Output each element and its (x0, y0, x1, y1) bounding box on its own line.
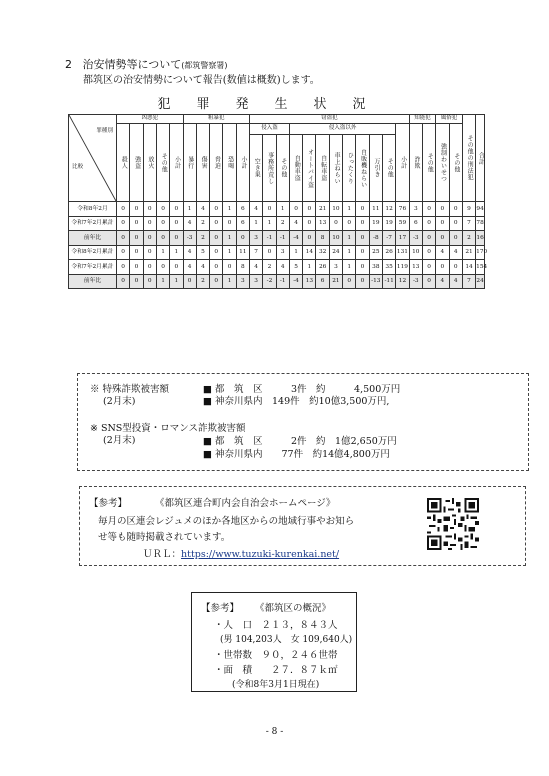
col-15: 自転車盗 (316, 135, 329, 202)
table-cell: -1 (263, 231, 276, 246)
table-cell: 0 (156, 260, 169, 275)
table-cell: 12 (396, 274, 409, 289)
table-cell: 1 (170, 245, 183, 260)
group-moral-crime: 風俗犯 (436, 115, 463, 124)
section-source: (都筑警察署) (181, 61, 228, 70)
table-cell: 119 (396, 260, 409, 275)
table-cell: 1 (263, 216, 276, 231)
col-17: ひったくり (343, 135, 356, 202)
col-4: 小計 (170, 124, 183, 202)
group-rough-crime: 粗暴犯 (183, 115, 250, 124)
table-cell: -3 (183, 231, 196, 246)
col-23: その他 (422, 124, 435, 202)
col-0: 殺人 (117, 124, 130, 202)
table-cell: 0 (436, 202, 449, 217)
row-label: 令和8年2月累計 (69, 245, 117, 260)
table-cell: 1 (223, 245, 236, 260)
table-cell: 9 (462, 202, 475, 217)
col-5: 暴行 (183, 124, 196, 202)
table-cell: 0 (130, 231, 143, 246)
table-cell: -11 (382, 274, 395, 289)
table-cell: 17 (396, 231, 409, 246)
table-cell: 4 (196, 260, 209, 275)
table-cell: -1 (276, 274, 289, 289)
table-cell: 0 (436, 216, 449, 231)
table-cell: 0 (143, 231, 156, 246)
table-cell: 0 (303, 231, 316, 246)
overview-gender-breakdown: (男 104,203人 女 109,640人) (220, 635, 353, 645)
col-25: その他 (449, 124, 462, 202)
table-cell: 0 (117, 260, 130, 275)
table-cell: 1 (343, 202, 356, 217)
table-cell: 0 (223, 216, 236, 231)
table-cell: 0 (143, 202, 156, 217)
table-cell: 3 (409, 202, 422, 217)
table-cell: 0 (156, 216, 169, 231)
table-cell: 0 (143, 245, 156, 260)
table-cell: 0 (117, 245, 130, 260)
homepage-link[interactable]: https://www.tuzuki-kurenkai.net/ (181, 549, 340, 560)
table-cell: 0 (449, 231, 462, 246)
col-total: 合計 (476, 115, 485, 202)
table-corner-cell (69, 115, 117, 202)
table-cell: 10 (409, 245, 422, 260)
table-cell: 6 (236, 216, 249, 231)
table-cell: 6 (409, 216, 422, 231)
table-cell: 131 (396, 245, 409, 260)
fraud-item2-period: (2月末) (103, 435, 136, 446)
subgroup-non-break-in: 侵入盗以外 (289, 124, 395, 135)
table-cell: -4 (289, 231, 302, 246)
fraud-item1-row1: ■ 都 筑 区 3件 約 4,500万円 (203, 384, 401, 395)
table-cell: 5 (289, 260, 302, 275)
table-cell: 2 (196, 216, 209, 231)
table-cell: 2 (196, 274, 209, 289)
table-cell: 0 (223, 260, 236, 275)
table-cell: 1 (343, 260, 356, 275)
overview-households: ・世帯数 ９０，２４６世帯 (214, 650, 338, 661)
table-row (69, 231, 485, 246)
table-cell: 7 (250, 245, 263, 260)
table-row (69, 260, 485, 275)
table-cell: 1 (303, 260, 316, 275)
table-cell: 3 (250, 274, 263, 289)
table-cell: 3 (276, 245, 289, 260)
table-cell: 0 (343, 274, 356, 289)
table-cell: 0 (422, 260, 435, 275)
table-cell: 0 (143, 274, 156, 289)
overview-title: 《都筑区の概況》 (255, 603, 332, 614)
table-cell: 0 (170, 260, 183, 275)
row-label: 前年比 (69, 274, 117, 289)
row-label: 令和8年2月 (69, 202, 117, 217)
table-cell: 14 (303, 245, 316, 260)
table-cell: -8 (369, 231, 382, 246)
col-3: その他 (156, 124, 169, 202)
col-1: 強盗 (130, 124, 143, 202)
table-cell: -3 (409, 231, 422, 246)
table-cell: 0 (356, 202, 369, 217)
col-22: 詐欺 (409, 124, 422, 202)
fraud-item1-row2: ■ 神奈川県内 149件 約10億3,500万円, (203, 396, 390, 407)
table-cell: 1 (250, 216, 263, 231)
table-cell: 21 (316, 202, 329, 217)
table-cell: 0 (130, 274, 143, 289)
table-cell: 11 (236, 245, 249, 260)
table-cell: 0 (263, 202, 276, 217)
table-cell: 2 (263, 260, 276, 275)
table-cell: 59 (396, 216, 409, 231)
fraud-item2-label: ※ SNS型投資・ロマンス詐欺被害額 (90, 423, 246, 434)
table-row (69, 274, 485, 289)
table-cell: 0 (422, 274, 435, 289)
subgroup-break-in: 侵入盗 (250, 124, 290, 135)
table-cell: 4 (289, 216, 302, 231)
table-row (69, 245, 485, 260)
table-cell: 0 (449, 260, 462, 275)
table-cell: -7 (382, 231, 395, 246)
table-cell: 1 (156, 274, 169, 289)
reference-body-line2: せ等も随時掲載されています。 (98, 532, 231, 543)
table-cell: 1 (170, 274, 183, 289)
fraud-item1-period: (2月末) (103, 396, 136, 407)
col-7: 脅迫 (210, 124, 223, 202)
table-cell: 25 (369, 245, 382, 260)
table-cell: 0 (263, 245, 276, 260)
overview-as-of-date: (令和8年3月1日現在) (232, 680, 320, 690)
table-cell: 0 (289, 202, 302, 217)
fraud-item2-row2: ■ 神奈川県内 77件 約14億4,800万円 (203, 449, 390, 460)
table-cell: 6 (236, 202, 249, 217)
table-cell: 4 (250, 202, 263, 217)
row-label: 令和7年2月累計 (69, 216, 117, 231)
table-cell: 4 (276, 260, 289, 275)
page-number: - 8 - (265, 727, 284, 737)
group-theft-crime: 窃盗犯 (250, 115, 410, 124)
table-cell: 170 (476, 245, 485, 260)
table-cell: 13 (303, 274, 316, 289)
table-cell: 0 (343, 216, 356, 231)
table-cell: 7 (462, 216, 475, 231)
col-10: 空き巣 (250, 135, 263, 202)
table-cell: -4 (289, 274, 302, 289)
table-cell: 19 (369, 216, 382, 231)
row-label: 前年比 (69, 231, 117, 246)
table-cell: 0 (170, 231, 183, 246)
fraud-item1-label: ※ 特殊詐欺被害額 (90, 384, 170, 395)
col-other-penal-code: その他の刑法犯 (462, 115, 475, 202)
table-cell: 4 (183, 245, 196, 260)
table-cell: 0 (329, 216, 342, 231)
table-cell: 0 (210, 245, 223, 260)
table-cell: 0 (436, 260, 449, 275)
table-cell: 76 (396, 202, 409, 217)
table-cell: 19 (382, 216, 395, 231)
table-cell: 8 (236, 260, 249, 275)
table-cell: 12 (382, 202, 395, 217)
table-cell: 5 (196, 245, 209, 260)
table-cell: 1 (156, 245, 169, 260)
table-cell: 4 (196, 202, 209, 217)
table-cell: 4 (436, 245, 449, 260)
table-cell: 2 (462, 231, 475, 246)
table-cell: 1 (276, 202, 289, 217)
overview-population: ・人 口 ２１３，８４３人 (214, 620, 338, 631)
col-14: オートバイ盗 (303, 135, 316, 202)
table-cell: 6 (316, 274, 329, 289)
reference-heading: 【参考】 (89, 498, 128, 509)
table-cell: 78 (476, 216, 485, 231)
col-24: 強制わいせつ (436, 124, 449, 202)
table-cell: 2 (196, 231, 209, 246)
table-cell: -13 (369, 274, 382, 289)
table-cell: 26 (382, 245, 395, 260)
table-cell: 0 (436, 231, 449, 246)
table-cell: 13 (316, 216, 329, 231)
table-cell: 4 (183, 216, 196, 231)
table-cell: 24 (476, 274, 485, 289)
table-cell: 35 (382, 260, 395, 275)
table-cell: 0 (130, 216, 143, 231)
col-21: 小計 (396, 124, 409, 202)
table-cell: 38 (369, 260, 382, 275)
table-cell: 0 (356, 216, 369, 231)
col-19: 万引き (369, 135, 382, 202)
table-cell: 0 (422, 231, 435, 246)
table-cell: 0 (356, 274, 369, 289)
table-cell: 16 (476, 231, 485, 246)
section-title: 治安情勢等について (82, 58, 182, 71)
corner-label-category: 罪種別 (96, 128, 113, 134)
table-cell: 32 (316, 245, 329, 260)
table-cell: 0 (422, 216, 435, 231)
table-row (69, 216, 485, 231)
table-cell: 0 (236, 231, 249, 246)
overview-area: ・面 積 ２７．８７ｋ㎡ (214, 665, 338, 676)
table-cell: 0 (356, 245, 369, 260)
table-cell: 4 (250, 260, 263, 275)
col-13: 自動車盗 (289, 135, 302, 202)
table-cell: 0 (117, 231, 130, 246)
table-cell: 0 (303, 202, 316, 217)
table-cell: 0 (422, 202, 435, 217)
table-cell: 0 (130, 245, 143, 260)
reference-title: 《都筑区連合町内会自治会ホームページ》 (155, 498, 336, 509)
url-label: ＵＲＬ： (143, 549, 182, 560)
table-cell: 0 (183, 274, 196, 289)
overview-heading: 【参考】 (201, 603, 240, 614)
table-cell: -2 (263, 274, 276, 289)
table-cell: 1 (289, 245, 302, 260)
table-cell: 3 (236, 274, 249, 289)
table-cell: 0 (156, 231, 169, 246)
table-cell: 13 (409, 260, 422, 275)
table-cell: 10 (329, 231, 342, 246)
crime-statistics-table (68, 114, 488, 289)
table-cell: 24 (329, 245, 342, 260)
table-cell: -3 (409, 274, 422, 289)
table-cell: 1 (183, 202, 196, 217)
table-cell: 4 (183, 260, 196, 275)
table-cell: 11 (369, 202, 382, 217)
table-cell: 0 (210, 231, 223, 246)
table-cell: 0 (210, 274, 223, 289)
corner-label-comparison: 比較 (72, 164, 84, 171)
table-cell: 14 (462, 260, 475, 275)
table-cell: 21 (462, 245, 475, 260)
reference-url-row (143, 546, 339, 560)
table-cell: 0 (130, 202, 143, 217)
table-cell: 0 (303, 216, 316, 231)
table-cell: 0 (422, 245, 435, 260)
table-cell: 0 (356, 231, 369, 246)
col-20: その他 (382, 135, 395, 202)
table-cell: 0 (170, 202, 183, 217)
table-cell: 0 (356, 260, 369, 275)
table-cell: 4 (449, 274, 462, 289)
table-cell: 3 (329, 260, 342, 275)
group-intellectual-crime: 知能犯 (409, 115, 436, 124)
table-cell: 0 (117, 274, 130, 289)
table-cell: 10 (329, 202, 342, 217)
table-title: 犯罪発生状況 (157, 97, 392, 112)
col-18: 自販機ねらい (356, 135, 369, 202)
table-cell: 3 (250, 231, 263, 246)
table-cell: 26 (316, 260, 329, 275)
row-label: 令和7年2月累計 (69, 260, 117, 275)
group-violent-crime: 凶悪犯 (117, 115, 184, 124)
table-cell: 0 (170, 216, 183, 231)
table-cell: 94 (476, 202, 485, 217)
col-16: 車上ねらい (329, 135, 342, 202)
table-cell: 1 (343, 245, 356, 260)
table-cell: 1 (343, 231, 356, 246)
table-cell: 8 (316, 231, 329, 246)
section-heading (65, 56, 228, 72)
table-cell: 0 (143, 216, 156, 231)
table-cell: 0 (143, 260, 156, 275)
table-cell: 1 (223, 202, 236, 217)
table-cell: 0 (156, 202, 169, 217)
fraud-item2-row1: ■ 都 筑 区 2件 約 1億2,650万円 (203, 436, 397, 447)
reference-body-line1: 毎月の区連会レジュメのほか各地区からの地域行事やお知ら (98, 516, 355, 527)
table-cell: 0 (210, 202, 223, 217)
section-intro: 都筑区の治安情勢について報告(数値は概数)します。 (83, 75, 320, 86)
table-cell: 0 (449, 202, 462, 217)
table-cell: 0 (117, 202, 130, 217)
table-cell: 4 (436, 274, 449, 289)
col-6: 傷害 (196, 124, 209, 202)
table-cell: 7 (462, 274, 475, 289)
col-11: 事務所荒し (263, 135, 276, 202)
table-cell: 0 (117, 216, 130, 231)
section-number: 2 (65, 58, 72, 71)
table-cell: 0 (130, 260, 143, 275)
table-cell: 1 (223, 274, 236, 289)
qr-code-icon (427, 498, 479, 550)
table-cell: 0 (449, 216, 462, 231)
table-cell: 4 (449, 245, 462, 260)
table-cell: 0 (210, 216, 223, 231)
table-cell: -1 (276, 231, 289, 246)
col-12: その他 (276, 135, 289, 202)
table-row (69, 202, 485, 217)
table-cell: 0 (210, 260, 223, 275)
table-cell: 1 (223, 231, 236, 246)
table-cell: 2 (276, 216, 289, 231)
table-cell: 154 (476, 260, 485, 275)
col-2: 放火 (143, 124, 156, 202)
col-8: 恐喝 (223, 124, 236, 202)
col-9: 小計 (236, 124, 249, 202)
table-cell: 21 (329, 274, 342, 289)
